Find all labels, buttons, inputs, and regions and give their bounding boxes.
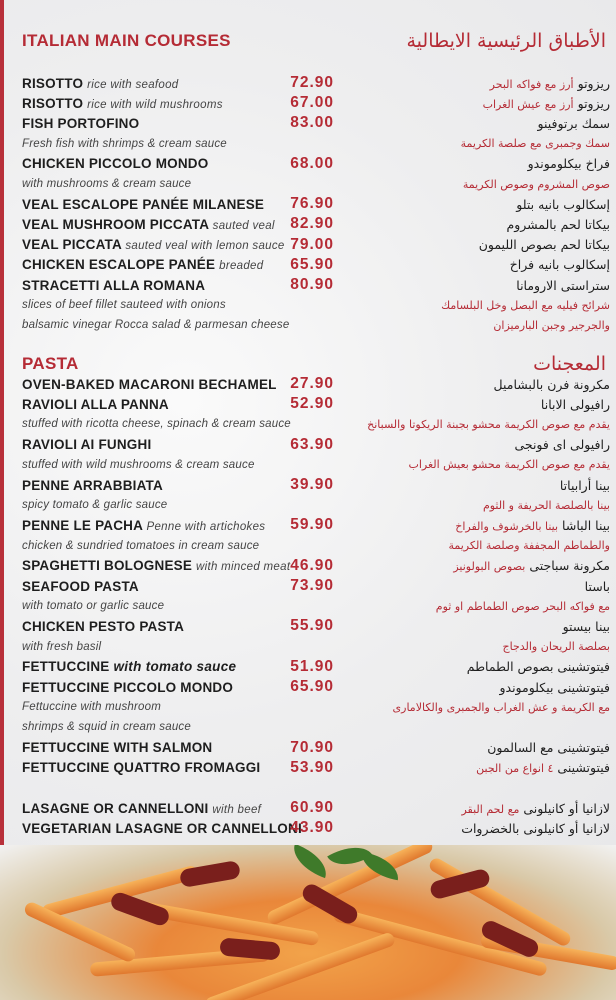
- item-note: with minced meat: [196, 561, 291, 574]
- item-name-arabic: فراخ بيكلوموندو: [527, 156, 610, 172]
- item-price: 53.90: [290, 758, 334, 776]
- item-name-ar: [334, 116, 610, 131]
- description-ar: بصلصة الريحان والدجاج: [502, 640, 610, 654]
- item-name-arabic: فيتوتشينى بصوص الطماطم: [466, 659, 610, 675]
- description-ar: سمك وجمبرى مع صلصة الكريمة: [460, 137, 610, 151]
- menu-item: [22, 435, 610, 455]
- item-name: LASAGNE OR CANNELLONI: [22, 800, 209, 816]
- item-name-ar: [334, 821, 610, 836]
- description-en: stuffed with ricotta cheese, spinach & cream sauce: [22, 418, 291, 431]
- item-name-en: [22, 821, 322, 836]
- description-en: Fettuccine with mushroom: [22, 701, 162, 714]
- description-en: chicken & sundried tomatoes in cream sauce: [22, 539, 260, 552]
- item-name: CHICKEN PICCOLO MONDO: [22, 156, 209, 172]
- description-ar: شرائح فيليه مع البصل وخل البلسامك: [441, 298, 610, 312]
- item-name-en: [22, 397, 322, 412]
- item-price: 82.90: [290, 215, 334, 233]
- description-ar: يقدم مع صوص الكريمة محشو بعيش الغراب: [408, 458, 610, 472]
- menu-item: [22, 818, 610, 838]
- item-name-arabic: فيتوتشينى بيكلوموندو: [499, 679, 610, 695]
- item-price: 27.90: [290, 375, 334, 392]
- item-price: 70.90: [290, 738, 334, 756]
- item-name: RAVIOLI AI FUNGHI: [22, 437, 152, 453]
- menu-item: [22, 235, 610, 255]
- menu-item-description: [22, 697, 610, 717]
- item-name: SEAFOOD PASTA: [22, 578, 139, 594]
- item-name-ar: [334, 680, 610, 695]
- item-name-en: [22, 680, 322, 695]
- description-ar: يقدم مع صوص الكريمة محشو بجبنة الريكوتا والسبانخ: [367, 417, 610, 431]
- menu-item-description: [22, 134, 610, 154]
- item-name: VEAL ESCALOPE PANÉE MILANESE: [22, 196, 265, 212]
- item-note-arabic: أرز مع عيش الغراب: [482, 97, 574, 111]
- item-name-ar: [334, 801, 610, 816]
- item-name-en: [22, 76, 322, 91]
- description-en: spicy tomato & garlic sauce: [22, 499, 168, 512]
- item-name-ar: [334, 518, 610, 533]
- menu-item: [22, 616, 610, 636]
- item-name-arabic: مكرونة سباجتى: [529, 558, 610, 574]
- item-name-ar: [334, 156, 610, 171]
- item-name-arabic: إسكالوب بانيه فراخ: [509, 257, 610, 273]
- menu-item: [22, 93, 610, 113]
- item-note: Penne with artichokes: [146, 520, 266, 533]
- item-name: PENNE ARRABBIATA: [22, 477, 163, 493]
- item-name-arabic: ستراستى الارومانا: [516, 277, 610, 293]
- description-en: slices of beef fillet sauteed with onions: [22, 299, 226, 312]
- description-en: shrimps & squid in cream sauce: [22, 721, 191, 734]
- menu-item: [22, 394, 610, 414]
- item-name: FETTUCCINE PICCOLO MONDO: [22, 679, 234, 695]
- menu-item: [22, 194, 610, 214]
- item-name-arabic: بيكاتا لحم بالمشروم: [506, 216, 610, 232]
- menu-item: [22, 154, 610, 174]
- item-name-ar: [334, 437, 610, 452]
- item-name-ar: [334, 558, 610, 573]
- sundried-tomato: [109, 890, 172, 927]
- menu-item: [22, 475, 610, 495]
- item-name: VEAL MUSHROOM PICCATA: [22, 216, 209, 232]
- item-name-en: [22, 801, 322, 816]
- description-en: Fresh fish with shrimps & cream sauce: [22, 137, 227, 150]
- item-price: 46.90: [290, 556, 334, 574]
- item-note-arabic: مع لحم البقر: [461, 802, 520, 816]
- item-name: CHICKEN PESTO PASTA: [22, 618, 185, 634]
- section-title-en: ITALIAN MAIN COURSES: [22, 31, 231, 50]
- menu-item: [22, 556, 610, 576]
- item-name-arabic: رافيولى اى فونجى: [514, 437, 610, 453]
- item-price: 52.90: [290, 395, 334, 413]
- item-note: rice with seafood: [87, 78, 179, 91]
- item-price: 80.90: [290, 276, 334, 293]
- menu-item: [22, 275, 610, 295]
- description-ar: مع فواكه البحر صوص الطماطم او ثوم: [435, 599, 610, 613]
- menu-item-description: [22, 455, 610, 475]
- item-note: breaded: [219, 260, 264, 273]
- description-en: with fresh basil: [22, 640, 102, 653]
- menu-item-description: [22, 414, 610, 434]
- item-name-en: [22, 116, 322, 131]
- item-name-en: [22, 619, 322, 634]
- item-price: 73.90: [290, 577, 334, 594]
- menu-item: [22, 374, 610, 394]
- description-ar: مع الكريمة و عش الغراب والجمبرى والكالامارى: [392, 700, 610, 714]
- menu-item-description: [22, 174, 610, 194]
- item-note: with beef: [212, 803, 262, 816]
- basil-leaf: [287, 845, 332, 878]
- item-price: 60.90: [290, 799, 334, 817]
- pasta-photo: [0, 845, 616, 1000]
- item-price: 83.00: [290, 114, 334, 132]
- item-price: 72.90: [290, 74, 334, 91]
- menu-item-description: [22, 717, 610, 737]
- item-name-arabic: سمك برتوفينو: [537, 115, 610, 131]
- item-name-ar: [334, 96, 610, 111]
- item-name-ar: [334, 76, 610, 91]
- item-price: 43.90: [290, 819, 334, 837]
- menu-item: [22, 738, 610, 758]
- item-price: 63.90: [290, 435, 334, 453]
- item-name-en: [22, 478, 322, 493]
- item-note: sauted veal: [212, 219, 275, 232]
- item-name: SPAGHETTI BOLOGNESE: [22, 558, 193, 574]
- menu-item-description: [22, 495, 610, 515]
- item-name-arabic: لازانيا أو كانيلونى بالخضروات: [461, 820, 610, 836]
- menu-item: [22, 73, 610, 93]
- item-name-ar: [334, 197, 610, 212]
- item-name-arabic: باستا: [584, 578, 610, 594]
- item-name-en: [22, 217, 322, 232]
- item-note: sauted veal with lemon sauce: [125, 240, 285, 253]
- menu-item: [22, 778, 610, 798]
- item-name-en: [22, 237, 322, 252]
- menu-item-description: [22, 536, 610, 556]
- item-price: 51.90: [290, 657, 334, 675]
- item-name-en: [22, 659, 322, 674]
- section-title-ar: الأطباق الرئيسية الايطالية: [406, 30, 606, 52]
- menu-item: [22, 677, 610, 697]
- menu-item: [22, 758, 610, 778]
- item-price: 68.00: [290, 154, 334, 172]
- item-name: FETTUCCINE QUATTRO FROMAGGI: [22, 760, 261, 776]
- item-price: 65.90: [290, 678, 334, 695]
- section-title-en: PASTA: [22, 354, 79, 373]
- description-en: stuffed with wild mushrooms & cream sauce: [22, 458, 255, 471]
- item-price: 59.90: [290, 516, 334, 534]
- item-name-ar: [334, 237, 610, 252]
- menu-item-description: [22, 295, 610, 315]
- item-name-en: [22, 197, 322, 212]
- item-note: with tomato sauce: [113, 659, 237, 675]
- item-name-arabic: بينا أرابياتا: [559, 477, 610, 493]
- item-name-ar: [334, 397, 610, 412]
- description-ar: صوص المشروم وصوص الكريمة: [462, 177, 610, 191]
- item-name-en: [22, 377, 322, 392]
- menu-item: [22, 113, 610, 133]
- menu-item-description: [22, 637, 610, 657]
- item-name-en: [22, 437, 322, 452]
- item-name: FETTUCCINE: [22, 659, 110, 675]
- item-price: 55.90: [290, 617, 334, 635]
- menu-item: [22, 255, 610, 275]
- description-en: balsamic vinegar Rocca salad & parmesan cheese: [22, 319, 290, 332]
- menu-item: [22, 515, 610, 535]
- section-header: [22, 28, 606, 54]
- item-name-ar: [334, 619, 610, 634]
- section-title-ar: المعجنات: [533, 353, 606, 375]
- item-name-en: [22, 156, 322, 171]
- item-name: CHICKEN ESCALOPE PANÉE: [22, 257, 216, 273]
- description-en: with mushrooms & cream sauce: [22, 178, 192, 190]
- item-name: VEAL PICCATA: [22, 237, 122, 253]
- item-name-ar: [334, 257, 610, 272]
- item-name: FISH PORTOFINO: [22, 115, 140, 131]
- item-name-ar: [334, 659, 610, 674]
- item-name-arabic: بينا بيستو: [562, 618, 610, 634]
- item-name: RISOTTO: [22, 95, 84, 111]
- item-name-arabic: فيتوتشينى مع السالمون: [487, 740, 610, 756]
- item-name-arabic: ريزوتو: [577, 95, 610, 111]
- item-note: rice with wild mushrooms: [87, 98, 223, 111]
- menu-item: [22, 657, 610, 677]
- item-name: RISOTTO: [22, 75, 84, 91]
- item-name: FETTUCCINE WITH SALMON: [22, 740, 213, 756]
- item-name-ar: [334, 377, 610, 392]
- menu-item: [22, 576, 610, 596]
- item-name-ar: [334, 579, 610, 594]
- item-note-arabic: بصوص البولونيز: [453, 560, 526, 574]
- item-name: PENNE LE PACHA: [22, 517, 143, 533]
- item-name-arabic: إسكالوب بانيه بتلو: [516, 196, 610, 212]
- item-name-arabic: بيكاتا لحم بصوص الليمون: [478, 237, 610, 253]
- item-name-en: [22, 96, 322, 111]
- item-name-ar: [334, 740, 610, 755]
- item-name-ar: [334, 760, 610, 775]
- item-name-en: [22, 579, 322, 594]
- menu-item-description: [22, 596, 610, 616]
- item-note-arabic: بينا بالخرشوف والفراخ: [455, 519, 559, 533]
- item-price: 76.90: [290, 195, 334, 213]
- item-price: 65.90: [290, 255, 334, 273]
- menu-item-description: [22, 315, 610, 335]
- description-ar: والجرجير وجبن البارميزان: [493, 318, 610, 332]
- menu-item: [22, 214, 610, 234]
- menu-item: [22, 798, 610, 818]
- description-ar: بينا بالصلصة الحريفة و الثوم: [482, 498, 610, 512]
- item-name-arabic: ريزوتو: [577, 75, 610, 91]
- item-name-ar: [334, 478, 610, 493]
- item-name-en: [22, 740, 322, 755]
- item-name-ar: [334, 278, 610, 293]
- item-name: OVEN-BAKED MACARONI BECHAMEL: [22, 376, 277, 392]
- description-ar: والطماطم المجففة وصلصة الكريمة: [448, 539, 610, 553]
- item-name-arabic: مكرونة فرن بالبشاميل: [493, 376, 610, 392]
- item-name: RAVIOLI ALLA PANNA: [22, 396, 169, 412]
- item-price: 67.00: [290, 94, 334, 112]
- item-name-ar: [334, 217, 610, 232]
- description-en: with tomato or garlic sauce: [22, 600, 165, 613]
- sundried-tomato: [179, 860, 241, 888]
- item-note-arabic: أرز مع فواكه البحر: [489, 77, 574, 91]
- item-name: VEGETARIAN LASAGNE OR CANNELLONI: [22, 820, 302, 836]
- item-name: STRACETTI ALLA ROMANA: [22, 277, 206, 293]
- item-name-arabic: رافيولى الابانا: [540, 396, 610, 412]
- item-price: 39.90: [290, 476, 334, 493]
- item-price: 79.00: [290, 235, 334, 253]
- item-name-en: [22, 518, 322, 533]
- item-name-arabic: لازانيا أو كانيلونى: [523, 800, 610, 816]
- item-note-arabic: ٤ انواع من الجبن: [476, 762, 554, 776]
- item-name-en: [22, 760, 322, 775]
- item-name-en: [22, 558, 322, 573]
- item-name-arabic: فيتوتشينى: [557, 760, 610, 776]
- item-name-en: [22, 278, 322, 293]
- item-name-arabic: بينا الباشا: [562, 517, 610, 533]
- item-name-en: [22, 257, 322, 272]
